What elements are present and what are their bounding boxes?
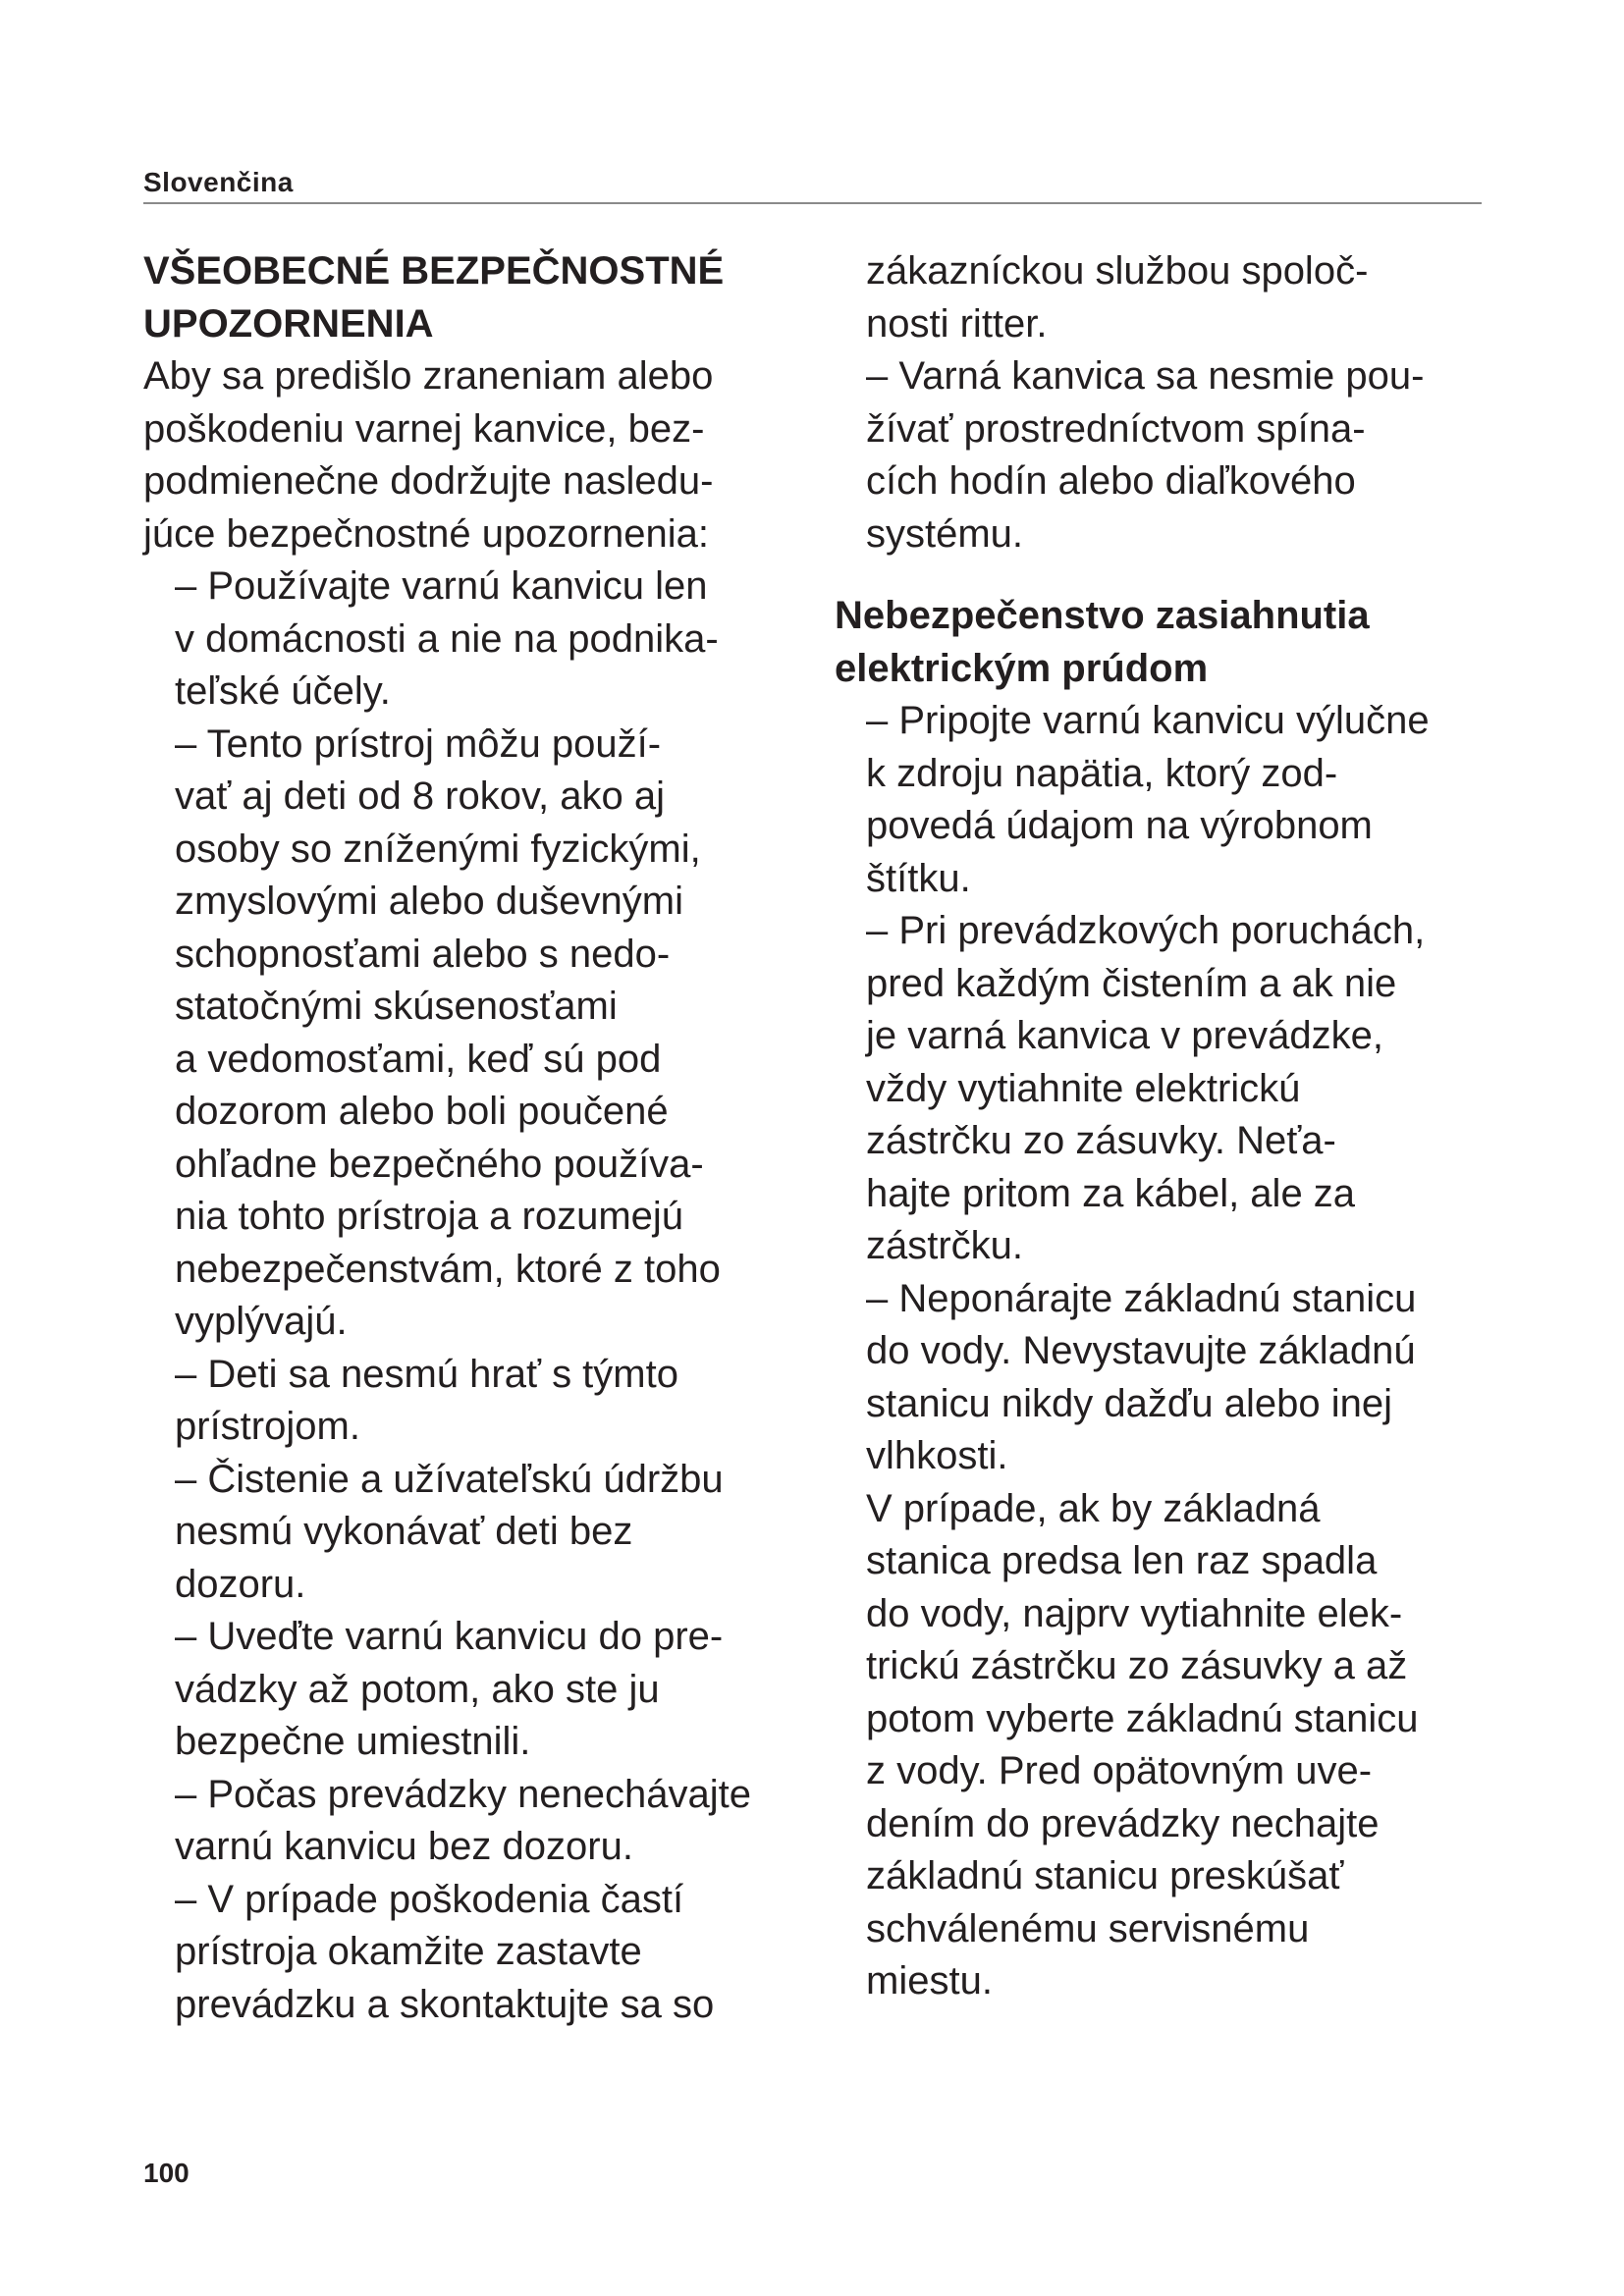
text-line: – V prípade poškodenia častí bbox=[175, 1877, 684, 1921]
left-column bbox=[143, 245, 840, 2031]
list-item bbox=[143, 719, 840, 1349]
text-line: cích hodín alebo diaľkového bbox=[866, 459, 1356, 503]
text-line: podmienečne dodržujte nasledu- bbox=[143, 459, 714, 503]
text-line: prístroja okamžite zastavte bbox=[175, 1930, 642, 1973]
header-divider bbox=[143, 202, 1482, 204]
list-item bbox=[835, 1273, 1522, 2008]
text-line: z vody. Pred opätovným uve- bbox=[866, 1749, 1373, 1792]
text-line: dozoru. bbox=[175, 1562, 306, 1606]
text-line: ohľadne bezpečného používa- bbox=[175, 1142, 704, 1186]
list-item bbox=[835, 350, 1522, 561]
heading-line: elektrickým prúdom bbox=[835, 646, 1209, 690]
text-line: vždy vytiahnite elektrickú bbox=[866, 1066, 1301, 1110]
text-line: – Neponárajte základnú stanicu bbox=[866, 1276, 1417, 1320]
text-line: nia tohto prístroja a rozumejú bbox=[175, 1195, 684, 1238]
text-line: – Tento prístroj môžu použí- bbox=[175, 721, 662, 766]
list-item bbox=[835, 695, 1522, 905]
list-item bbox=[143, 1611, 840, 1769]
text-line: základnú stanicu preskúšať bbox=[866, 1854, 1344, 1897]
text-line: nebezpečenstvám, ktoré z toho bbox=[175, 1247, 721, 1291]
text-line: – Uveďte varnú kanvicu do pre- bbox=[175, 1615, 724, 1658]
subsection-heading bbox=[835, 590, 1522, 695]
text-line: pred každým čistením a ak nie bbox=[866, 961, 1397, 1005]
list-item bbox=[143, 1349, 840, 1454]
list-item bbox=[143, 561, 840, 719]
text-line: zákazníckou službou spoloč- bbox=[866, 249, 1369, 293]
text-line: v domácnosti a nie na podnika- bbox=[175, 616, 719, 661]
text-line: statočnými skúsenosťami bbox=[175, 985, 618, 1028]
text-line: je varná kanvica v prevádzke, bbox=[866, 1014, 1383, 1057]
text-line: zástrčku zo zásuvky. Neťa- bbox=[866, 1119, 1336, 1162]
heading-line: Nebezpečenstvo zasiahnutia bbox=[835, 594, 1370, 637]
text-line: dením do prevádzky nechajte bbox=[866, 1801, 1380, 1845]
text-line: žívať prostredníctvom spína- bbox=[866, 406, 1366, 451]
text-line: trickú zástrčku zo zásuvky a až bbox=[866, 1644, 1408, 1687]
text-line: poškodeniu varnej kanvice, bez- bbox=[143, 406, 705, 451]
text-line: systému. bbox=[866, 511, 1024, 556]
list-item bbox=[143, 1769, 840, 1874]
text-line: zástrčku. bbox=[866, 1224, 1024, 1267]
text-line: hajte pritom za kábel, ale za bbox=[866, 1171, 1356, 1215]
text-line: Aby sa predišlo zraneniam alebo bbox=[143, 354, 714, 398]
text-line: schválenému servisnému bbox=[866, 1906, 1310, 1950]
text-line: vyplývajú. bbox=[175, 1300, 348, 1343]
text-line: V prípade, ak by základná bbox=[866, 1486, 1321, 1530]
continued-item bbox=[835, 245, 1522, 350]
text-line: osoby so zníženými fyzickými, bbox=[175, 827, 701, 871]
text-line: – Deti sa nesmú hrať s týmto bbox=[175, 1352, 678, 1396]
text-line: prevádzku a skontaktujte sa so bbox=[175, 1982, 715, 2026]
text-line: nesmú vykonávať deti bez bbox=[175, 1510, 633, 1553]
text-line: – Čistenie a užívateľskú údržbu bbox=[175, 1457, 724, 1501]
text-line: do vody. Nevystavujte základnú bbox=[866, 1329, 1416, 1372]
text-line: – Pri prevádzkových poruchách, bbox=[866, 909, 1426, 952]
text-line: miestu. bbox=[866, 1959, 993, 2002]
text-line: – Používajte varnú kanvicu len bbox=[175, 564, 708, 608]
text-line: prístrojom. bbox=[175, 1405, 360, 1448]
language-label: Slovenčina bbox=[143, 167, 294, 197]
text-line: júce bezpečnostné upozornenia: bbox=[143, 511, 709, 556]
heading-line: UPOZORNENIA bbox=[143, 301, 434, 346]
text-line: štítku. bbox=[866, 856, 971, 900]
text-line: povedá údajom na výrobnom bbox=[866, 804, 1373, 847]
text-line: zmyslovými alebo duševnými bbox=[175, 880, 683, 923]
text-line: a vedomosťami, keď sú pod bbox=[175, 1037, 662, 1081]
list-item bbox=[835, 905, 1522, 1273]
text-line: do vody, najprv vytiahnite elek- bbox=[866, 1591, 1403, 1635]
text-line: dozorom alebo boli poučené bbox=[175, 1090, 669, 1133]
section-heading bbox=[143, 245, 840, 350]
text-line: potom vyberte základnú stanicu bbox=[866, 1696, 1419, 1740]
intro-paragraph bbox=[143, 350, 840, 561]
text-line: vádzky až potom, ako ste ju bbox=[175, 1667, 660, 1711]
text-line: – Počas prevádzky nenechávajte bbox=[175, 1772, 752, 1816]
text-line: vať aj deti od 8 rokov, ako aj bbox=[175, 774, 665, 818]
text-line: teľské účely. bbox=[175, 669, 391, 713]
list-item bbox=[143, 1874, 840, 2032]
text-line: k zdroju napätia, ktorý zod- bbox=[866, 751, 1338, 795]
text-line: – Pripojte varnú kanvicu výlučne bbox=[866, 699, 1430, 742]
text-line: – Varná kanvica sa nesmie pou- bbox=[866, 354, 1425, 398]
text-line: stanicu nikdy dažďu alebo inej bbox=[866, 1381, 1393, 1425]
text-line: bezpečne umiestnili. bbox=[175, 1720, 531, 1763]
heading-line: VŠEOBECNÉ BEZPEČNOSTNÉ bbox=[143, 249, 725, 293]
text-line: nosti ritter. bbox=[866, 301, 1048, 346]
text-line: stanica predsa len raz spadla bbox=[866, 1539, 1378, 1582]
right-column bbox=[835, 245, 1522, 2008]
list-item bbox=[143, 1454, 840, 1612]
page-number: 100 bbox=[143, 2158, 189, 2188]
text-line: vlhkosti. bbox=[866, 1434, 1008, 1477]
text-line: schopnosťami alebo s nedo- bbox=[175, 932, 671, 976]
text-line: varnú kanvicu bez dozoru. bbox=[175, 1825, 633, 1868]
